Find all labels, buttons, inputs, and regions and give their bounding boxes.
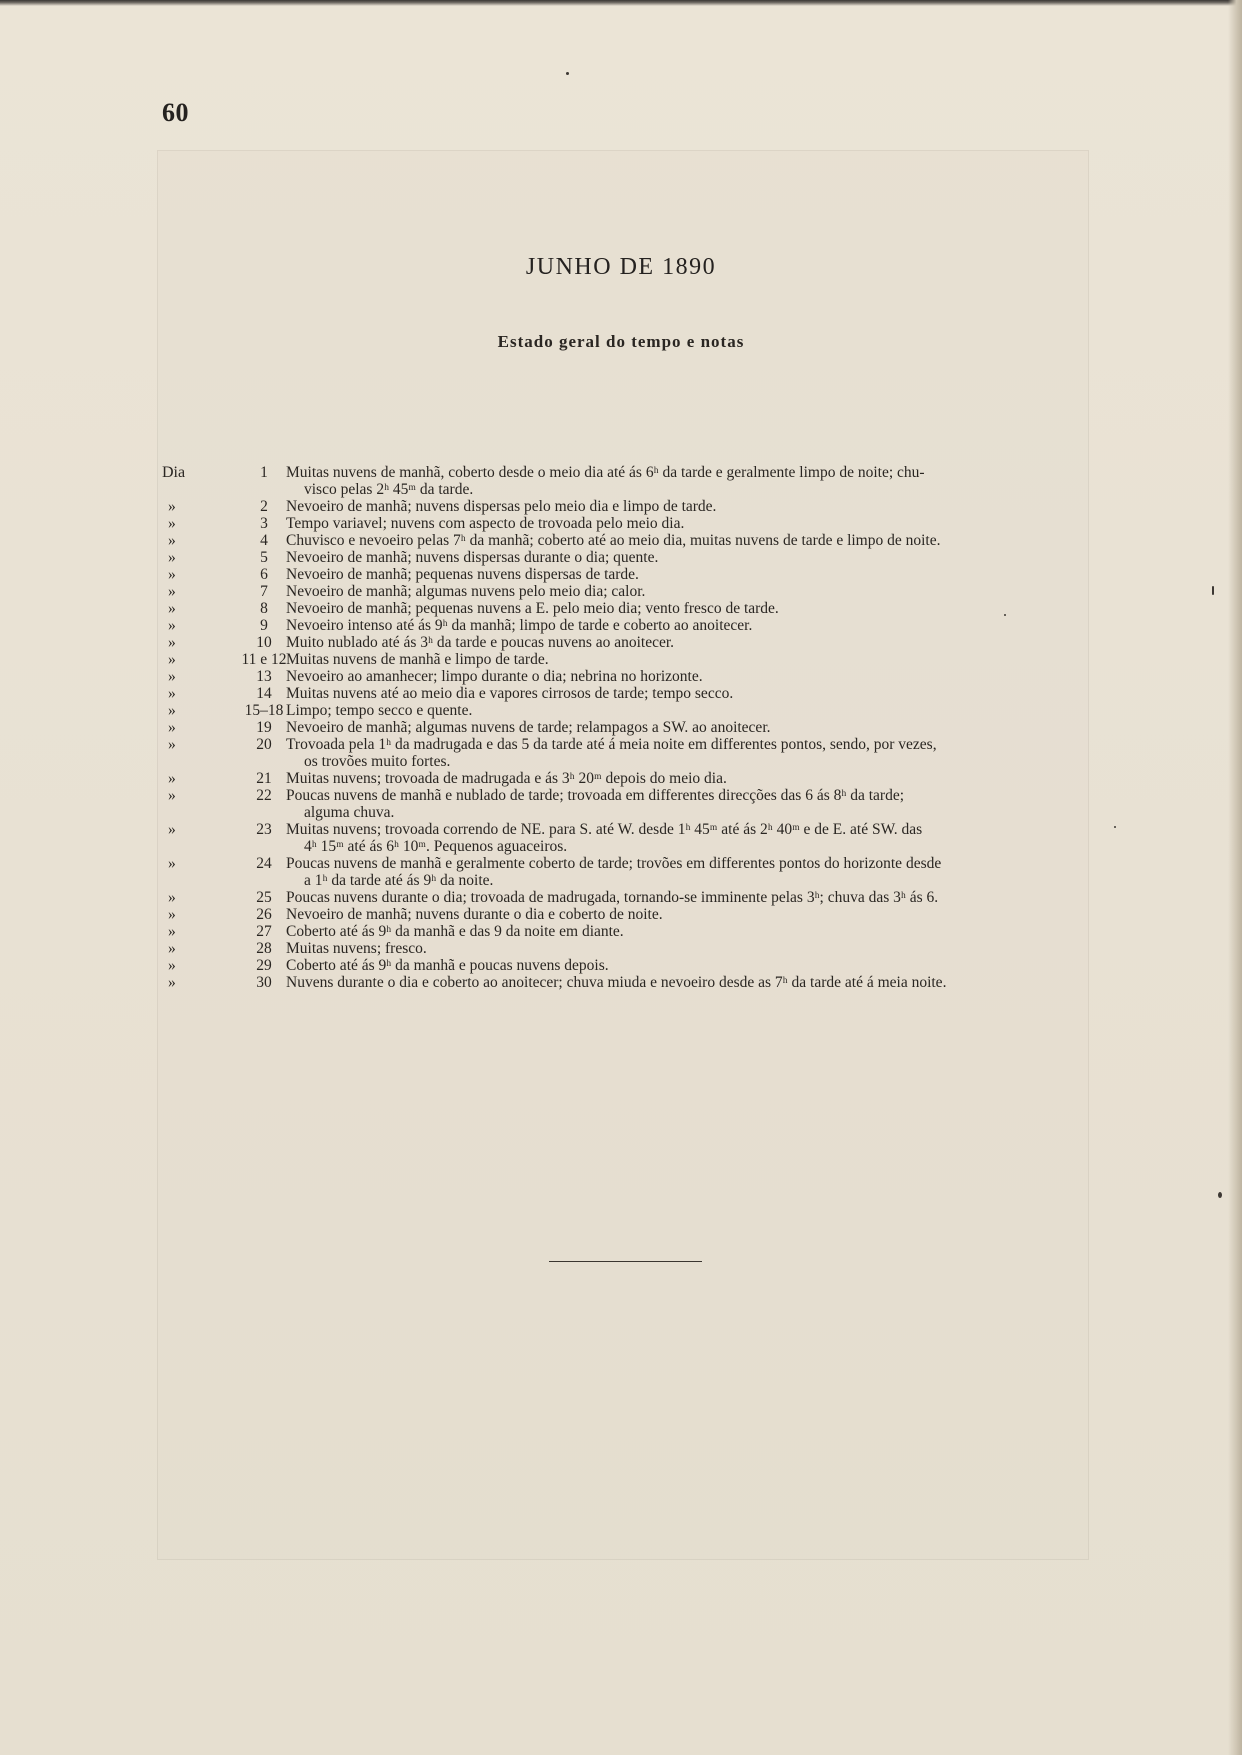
entry-text-cont: 4ʰ 15ᵐ até ás 6ʰ 10ᵐ. Pequenos aguaceiros.	[304, 838, 568, 855]
list-item	[160, 736, 1100, 770]
list-item	[160, 634, 1100, 651]
entry-label: »	[168, 532, 176, 549]
entry-text-cont: alguma chuva.	[304, 804, 395, 821]
list-item	[160, 770, 1100, 787]
list-item	[160, 855, 1100, 889]
list-item	[160, 515, 1100, 532]
list-item	[160, 940, 1100, 957]
entry-text: Muitas nuvens; fresco.	[286, 940, 427, 957]
entry-text-cont: a 1ʰ da tarde até ás 9ʰ da noite.	[304, 872, 494, 889]
entry-day: 24	[256, 855, 272, 872]
list-item	[160, 906, 1100, 923]
entry-label: »	[168, 583, 176, 600]
page-title: JUNHO DE 1890	[525, 254, 717, 280]
entry-text: Muito nublado até ás 3ʰ da tarde e poucas nuvens ao anoitecer.	[286, 634, 675, 651]
entry-text-main: Trovoada pela 1ʰ da madrugada e das 5 da tarde até á meia noite em differentes pontos, sendo, por vezes,	[286, 736, 937, 753]
list-item	[160, 651, 1100, 668]
entry-day: 20	[256, 736, 272, 753]
list-item	[160, 719, 1100, 736]
entry-text-cont: visco pelas 2ʰ 45ᵐ da tarde.	[304, 481, 474, 498]
entry-day: 15–18	[244, 702, 284, 719]
entry-day: 11 e 12	[241, 651, 287, 668]
entry-text: Nevoeiro de manhã; algumas nuvens de tarde; relampagos a SW. ao anoitecer.	[286, 719, 771, 736]
entry-label: Dia	[162, 464, 186, 481]
entry-day: 5	[260, 549, 268, 566]
entry-text: Coberto até ás 9ʰ da manhã e poucas nuvens depois.	[286, 957, 609, 974]
entry-text: Nevoeiro de manhã; pequenas nuvens a E. pelo meio dia; vento fresco de tarde.	[286, 600, 779, 617]
ink-speck	[1212, 586, 1214, 595]
list-item	[160, 566, 1100, 583]
entry-text-main: Poucas nuvens de manhã e geralmente coberto de tarde; trovões em differentes pontos do horizonte desde	[286, 855, 942, 872]
entry-label: »	[168, 668, 176, 685]
entry-label: »	[168, 685, 176, 702]
list-item	[160, 617, 1100, 634]
entry-text: Nevoeiro ao amanhecer; limpo durante o dia; nebrina no horizonte.	[286, 668, 703, 685]
closing-rule	[549, 1261, 702, 1262]
entry-label: »	[168, 515, 176, 532]
entry-text: Coberto até ás 9ʰ da manhã e das 9 da noite em diante.	[286, 923, 624, 940]
entry-day: 7	[260, 583, 268, 600]
entry-day: 4	[260, 532, 268, 549]
entry-text: Poucas nuvens durante o dia; trovoada de madrugada, tornando-se imminente pelas 3ʰ; chuva das 3ʰ ás 6.	[286, 889, 939, 906]
list-item	[160, 787, 1100, 821]
entry-day: 25	[256, 889, 272, 906]
entry-label: »	[168, 940, 176, 957]
entry-text: Nevoeiro de manhã; pequenas nuvens dispersas de tarde.	[286, 566, 639, 583]
list-item	[160, 821, 1100, 855]
entry-text: Tempo variavel; nuvens com aspecto de trovoada pelo meio dia.	[286, 515, 685, 532]
entry-text: Nevoeiro de manhã; nuvens dispersas durante o dia; quente.	[286, 549, 659, 566]
entry-text: Nevoeiro intenso até ás 9ʰ da manhã; limpo de tarde e coberto ao anoitecer.	[286, 617, 753, 634]
weather-notes-list	[160, 464, 1100, 991]
entry-text	[286, 821, 1221, 855]
page-top-edge	[0, 0, 1242, 6]
entry-label: »	[168, 770, 176, 787]
entry-text	[286, 464, 1221, 498]
entry-text: Nevoeiro de manhã; algumas nuvens pelo meio dia; calor.	[286, 583, 646, 600]
entry-text	[286, 787, 1221, 821]
entry-day: 1	[260, 464, 268, 481]
list-item	[160, 464, 1100, 498]
entry-label: »	[168, 906, 176, 923]
entry-label: »	[168, 736, 176, 753]
list-item	[160, 583, 1100, 600]
ink-speck	[1004, 614, 1006, 616]
entry-label: »	[168, 889, 176, 906]
entry-text-main: Muitas nuvens de manhã, coberto desde o meio dia até ás 6ʰ da tarde e geralmente limpo de noite; chu-	[286, 464, 925, 481]
entry-text	[286, 736, 1221, 770]
entry-label: »	[168, 957, 176, 974]
entry-day: 13	[256, 668, 272, 685]
entry-text: Muitas nuvens; trovoada de madrugada e ás 3ʰ 20ᵐ depois do meio dia.	[286, 770, 727, 787]
entry-day: 22	[256, 787, 272, 804]
entry-label: »	[168, 821, 176, 838]
section-subtitle: Estado geral do tempo e notas	[497, 332, 745, 351]
entry-day: 30	[256, 974, 272, 991]
entry-day: 10	[256, 634, 272, 651]
ink-speck	[566, 72, 569, 75]
entry-text	[286, 855, 1221, 889]
list-item	[160, 923, 1100, 940]
entry-day: 6	[260, 566, 268, 583]
ink-speck	[1114, 826, 1116, 828]
entry-day: 3	[260, 515, 268, 532]
list-item	[160, 600, 1100, 617]
entry-text: Nevoeiro de manhã; nuvens dispersas pelo meio dia e limpo de tarde.	[286, 498, 717, 515]
list-item	[160, 668, 1100, 685]
entry-label: »	[168, 702, 176, 719]
entry-label: »	[168, 566, 176, 583]
entry-day: 26	[256, 906, 272, 923]
entry-text: Muitas nuvens de manhã e limpo de tarde.	[286, 651, 549, 668]
entry-text-main: Poucas nuvens de manhã e nublado de tarde; trovoada em differentes direcções das 6 ás 8ʰ da tarde;	[286, 787, 905, 804]
entry-text-main: Muitas nuvens; trovoada correndo de NE. para S. até W. desde 1ʰ 45ᵐ até ás 2ʰ 40ᵐ e de E. até SW. das	[286, 821, 923, 838]
entry-text: Limpo; tempo secco e quente.	[286, 702, 473, 719]
list-item	[160, 889, 1100, 906]
entry-text: Chuvisco e nevoeiro pelas 7ʰ da manhã; coberto até ao meio dia, muitas nuvens de tarde e limpo de noite.	[286, 532, 941, 549]
list-item	[160, 702, 1100, 719]
list-item	[160, 974, 1100, 991]
page-number: 60	[162, 98, 189, 127]
entry-label: »	[168, 549, 176, 566]
entry-label: »	[168, 974, 176, 991]
entry-label: »	[168, 855, 176, 872]
entry-text: Muitas nuvens até ao meio dia e vapores cirrosos de tarde; tempo secco.	[286, 685, 734, 702]
list-item	[160, 957, 1100, 974]
entry-label: »	[168, 600, 176, 617]
entry-text: Nuvens durante o dia e coberto ao anoitecer; chuva miuda e nevoeiro desde as 7ʰ da tarde até á meia noite.	[286, 974, 947, 991]
list-item	[160, 498, 1100, 515]
list-item	[160, 685, 1100, 702]
entry-label: »	[168, 719, 176, 736]
entry-day: 27	[256, 923, 272, 940]
entry-label: »	[168, 787, 176, 804]
entry-text: Nevoeiro de manhã; nuvens durante o dia e coberto de noite.	[286, 906, 663, 923]
list-item	[160, 532, 1100, 549]
entry-day: 9	[260, 617, 268, 634]
entry-day: 19	[256, 719, 272, 736]
entry-day: 2	[260, 498, 268, 515]
entry-label: »	[168, 634, 176, 651]
entry-day: 14	[256, 685, 272, 702]
entry-day: 28	[256, 940, 272, 957]
entry-label: »	[168, 617, 176, 634]
entry-label: »	[168, 498, 176, 515]
ink-speck	[1218, 1192, 1222, 1198]
entry-text-cont: os trovões muito fortes.	[304, 753, 451, 770]
entry-day: 21	[256, 770, 272, 787]
entry-day: 8	[260, 600, 268, 617]
entry-label: »	[168, 651, 176, 668]
entry-day: 29	[256, 957, 272, 974]
entry-label: »	[168, 923, 176, 940]
entry-day: 23	[256, 821, 272, 838]
list-item	[160, 549, 1100, 566]
